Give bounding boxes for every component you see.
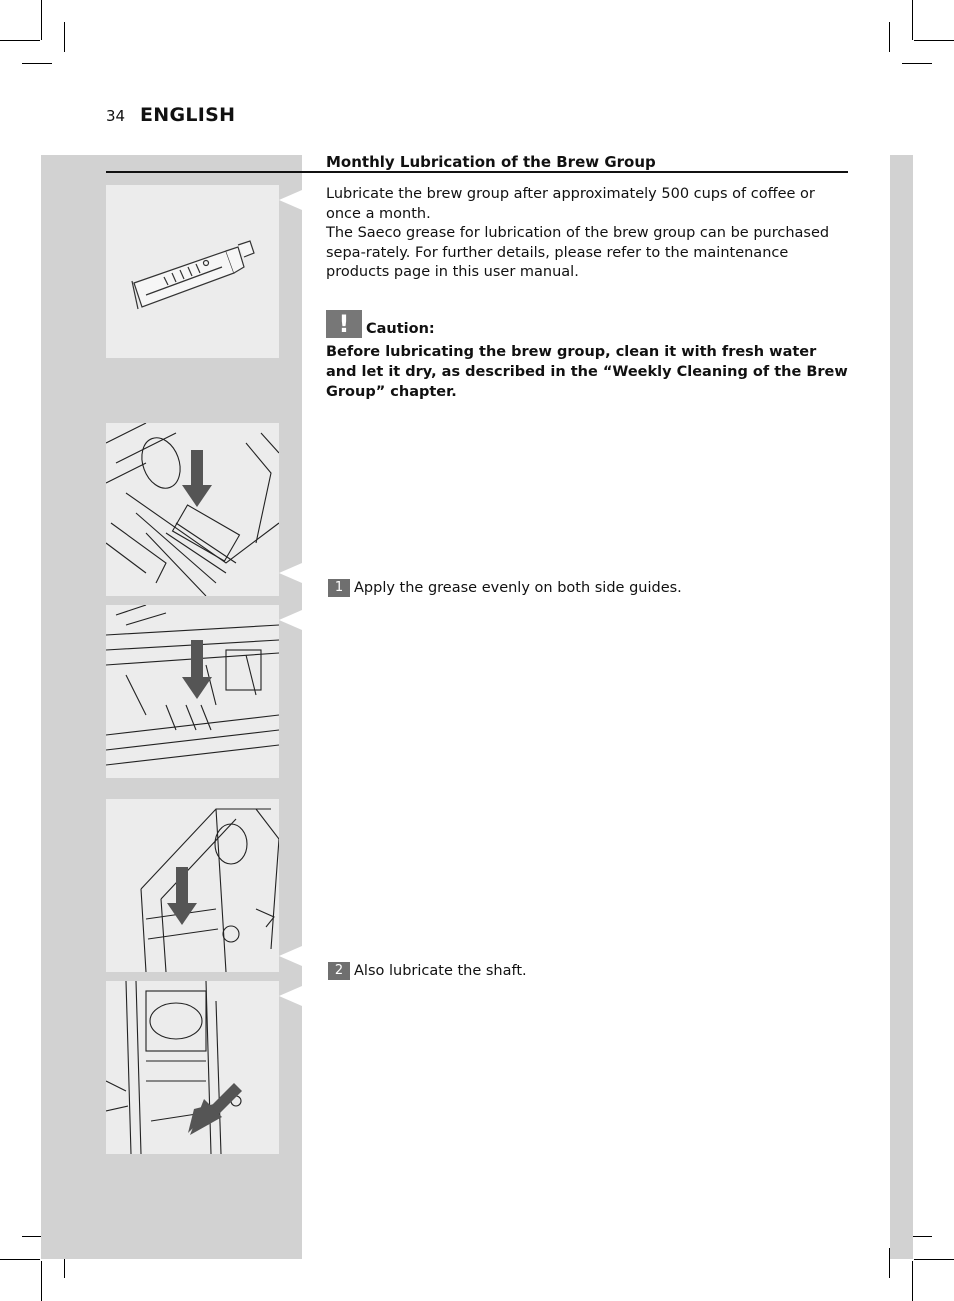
crop-mark xyxy=(912,1261,913,1301)
purchase-paragraph: The Saeco grease for lubrication of the brew group can be purchased sepa-rately. For further details, please refer to the maintenance products page in this user manual. xyxy=(326,225,830,281)
crop-mark xyxy=(914,1259,954,1260)
brew-group-side-guide-illustration xyxy=(106,423,279,596)
crop-mark xyxy=(889,22,890,52)
caution-text: Before lubricating the brew group, clean it with fresh water and let it dry, as described in the “Weekly Cleaning of the Brew Group” chapter. xyxy=(326,344,848,400)
crop-mark xyxy=(902,63,932,64)
crop-mark xyxy=(64,22,65,52)
brew-group-upright-illustration xyxy=(106,799,279,972)
crop-mark xyxy=(22,63,52,64)
intro-paragraph: Lubricate the brew group after approximately 500 cups of coffee or once a month. xyxy=(326,186,815,222)
step-text: Also lubricate the shaft. xyxy=(354,963,527,979)
crop-mark xyxy=(912,0,913,40)
warning-icon: ! xyxy=(326,310,362,338)
language-heading: ENGLISH xyxy=(140,104,236,126)
section-rule xyxy=(106,171,848,173)
crop-mark xyxy=(41,1261,42,1301)
crop-mark xyxy=(914,40,954,41)
step-number-badge: 1 xyxy=(328,579,350,597)
caution-label: Caution: xyxy=(366,321,435,337)
section-title: Monthly Lubrication of the Brew Group xyxy=(326,153,656,171)
step-1 xyxy=(328,579,682,597)
crop-mark xyxy=(0,40,40,41)
step-number-badge: 2 xyxy=(328,962,350,980)
step-2 xyxy=(328,962,527,980)
brew-group-shaft-illustration xyxy=(106,981,279,1154)
grease-tube-illustration xyxy=(106,185,279,358)
figure-pointer xyxy=(279,610,302,630)
figure-pointer xyxy=(279,986,302,1006)
crop-mark xyxy=(41,0,42,40)
figure-pointer xyxy=(279,946,302,966)
margin-band xyxy=(890,155,913,1259)
page-number: 34 xyxy=(106,107,126,125)
figure-pointer xyxy=(279,190,302,210)
figure-pointer xyxy=(279,563,302,583)
crop-mark xyxy=(0,1259,40,1260)
step-text: Apply the grease evenly on both side guides. xyxy=(354,580,682,596)
brew-group-guide-rail-illustration xyxy=(106,605,279,778)
